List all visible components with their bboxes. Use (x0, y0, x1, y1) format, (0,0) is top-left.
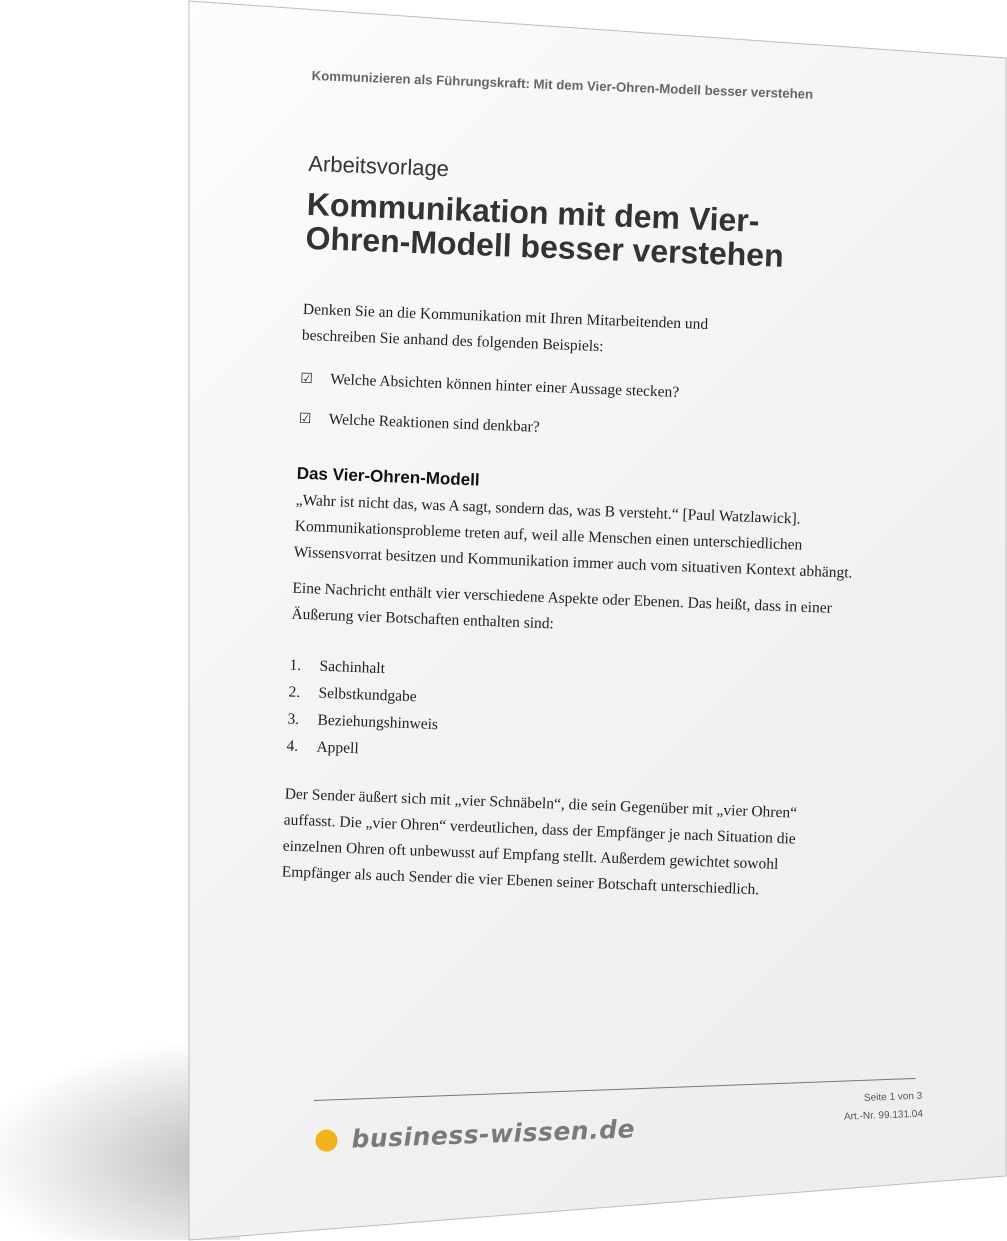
paragraph-levels: Eine Nachricht enthält vier verschiedene Aspekte oder Ebenen. Das heißt, dass in einer Äußerung vier Botschaften enthalten sind: (291, 579, 833, 633)
list-number: 4. (286, 737, 299, 755)
list-item-label: Sachinhalt (319, 657, 386, 678)
checklist-item-label: Welche Absichten können hinter einer Aussage stecken? (330, 370, 680, 401)
checkbox-checked-icon: ☑ (298, 410, 312, 428)
logo-text: business-wissen.de (350, 1114, 636, 1154)
logo-dot-icon (315, 1129, 338, 1152)
article-number: Art.-Nr. 99.131.04 (843, 1108, 924, 1123)
document-kicker: Arbeitsvorlage (307, 150, 450, 182)
numbered-list (286, 652, 850, 781)
checklist-item (298, 409, 858, 450)
list-number: 2. (288, 683, 301, 701)
page-number: Seite 1 von 3 (863, 1090, 923, 1104)
list-number: 1. (289, 656, 302, 675)
intro-paragraph: Denken Sie an die Kommunikation mit Ihren Mitarbeitenden und beschreiben Sie anhand des folgenden Beispiels: (301, 300, 709, 356)
list-item-label: Appell (316, 738, 360, 758)
list-item-label: Selbstkundgabe (318, 684, 417, 706)
footer-meta (843, 1088, 923, 1127)
checkbox-checked-icon: ☑ (300, 370, 314, 388)
document-body (281, 68, 871, 906)
document-title: Kommunikation mit dem Vier-Ohren-Modell besser verstehen (304, 185, 785, 274)
section-heading: Das Vier-Ohren-Modell (296, 463, 480, 490)
list-number: 3. (287, 710, 300, 728)
checklist-item (300, 369, 860, 410)
running-header: Kommunizieren als Führungskraft: Mit dem Vier-Ohren-Modell besser verstehen (311, 68, 814, 102)
paragraph-four-ears: Der Sender äußert sich mit „vier Schnäbeln“, die sein Gegenüber mit „vier Ohren“ auffasst. Die „vier Ohren“ verdeutlichen, dass der Empfänger je nach Situation die einzelnen Ohren oft unbewusst auf Empfang stellt. Außerdem gewichtet sowohl Empfänger als auch Sender die vier Ebenen seiner Botschaft unterschiedlich. (281, 785, 798, 899)
checklist-item-label: Welche Reaktionen sind denkbar? (328, 410, 540, 436)
list-item-label: Beziehungshinweis (317, 711, 439, 734)
paragraph-quote: „Wahr ist nicht das, was A sagt, sondern das, was B versteht.“ [Paul Watzlawick]. Kommunikationsprobleme treten auf, weil alle Menschen einen unterschiedlichen Wissensvorrat besitzen und Kommunikation immer auch vom situativen Kontext abhängt. (293, 491, 853, 582)
